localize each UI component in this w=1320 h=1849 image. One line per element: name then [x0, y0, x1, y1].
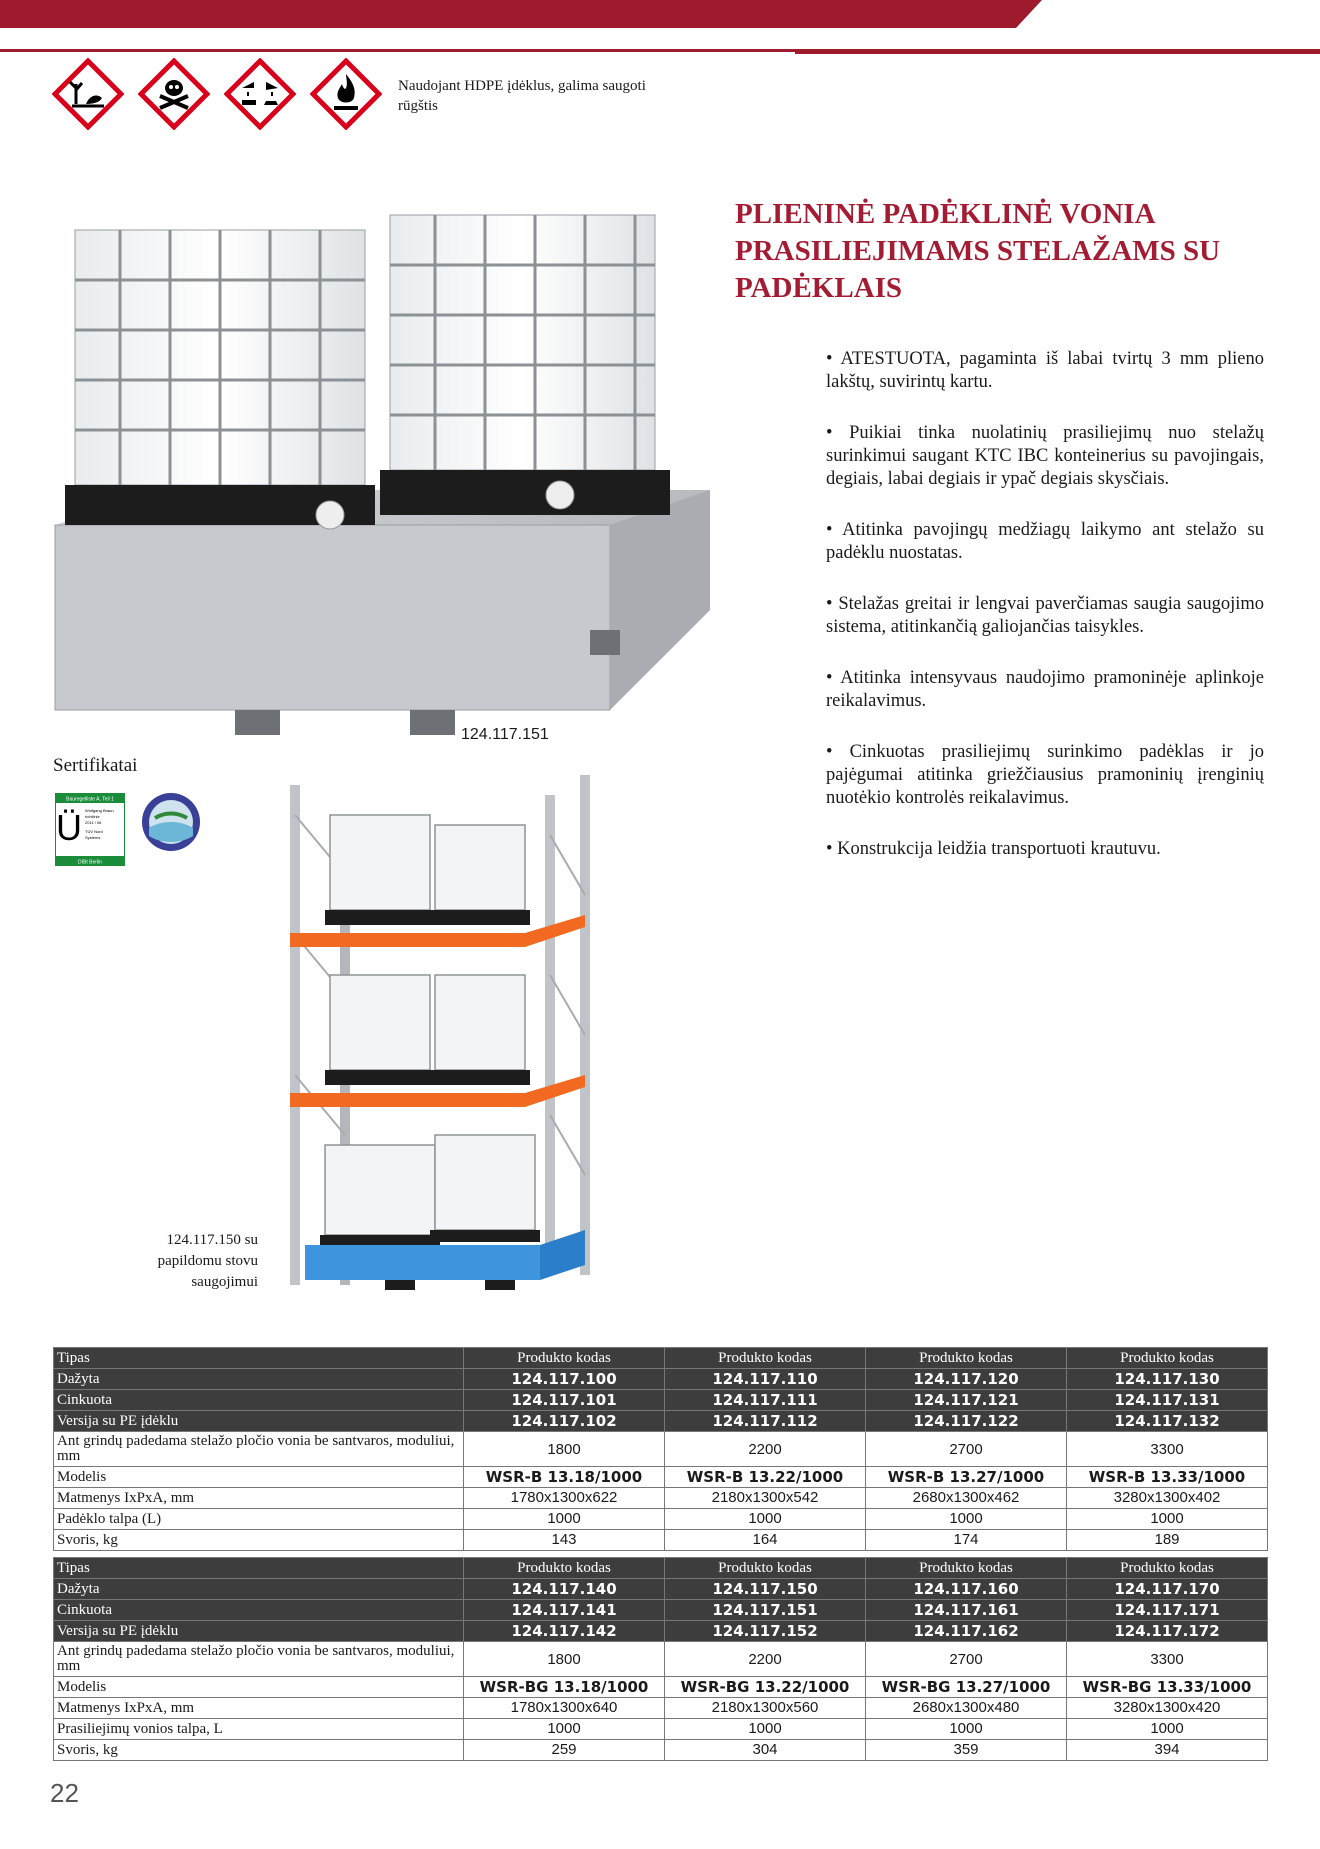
table-cell: 1000	[866, 1509, 1067, 1530]
table-row	[54, 1390, 1268, 1411]
table-cell: Produkto kodas	[866, 1558, 1067, 1579]
table-cell: WSR-B 13.22/1000	[665, 1467, 866, 1488]
table-cell: 2680x1300x462	[866, 1488, 1067, 1509]
product-title: PLIENINĖ PADĖKLINĖ VONIA PRASILIEJIMAMS STELAŽAMS SU PADĖKLAIS	[735, 198, 1221, 304]
table-cell: 124.117.172	[1067, 1621, 1268, 1642]
toxic-skull-icon	[138, 58, 210, 130]
table-cell: 3280x1300x420	[1067, 1698, 1268, 1719]
table-cell: WSR-B 13.27/1000	[866, 1467, 1067, 1488]
table-cell: 124.117.112	[665, 1411, 866, 1432]
table-cell: Produkto kodas	[1067, 1558, 1268, 1579]
feature-item: • Atitinka intensyvaus naudojimo pramoninėje aplinkoje reikalavimus.	[826, 668, 1264, 711]
table-cell: WSR-B 13.33/1000	[1067, 1467, 1268, 1488]
table-row	[54, 1348, 1268, 1369]
page-number: 22	[50, 1778, 79, 1808]
table-cell: 1000	[1067, 1719, 1268, 1740]
table-cell: 124.117.161	[866, 1600, 1067, 1621]
rack-caption: 124.117.150 su papildomu stovu saugojimui	[157, 1232, 258, 1290]
row-label: Dažyta	[54, 1369, 464, 1390]
table-cell: 1800	[464, 1642, 665, 1677]
table-cell: Produkto kodas	[464, 1348, 665, 1369]
cert-header-text: Bauregelliste A, Teil 1	[66, 796, 114, 803]
table-row	[54, 1677, 1268, 1698]
row-label: Tipas	[54, 1348, 464, 1369]
table-cell: Produkto kodas	[665, 1348, 866, 1369]
spill-tray-ibc-image	[50, 190, 710, 740]
table-cell: 124.117.111	[665, 1390, 866, 1411]
table-cell: 1000	[1067, 1509, 1268, 1530]
row-label: Svoris, kg	[54, 1530, 464, 1551]
table-cell: 124.117.102	[464, 1411, 665, 1432]
table-cell: 1780x1300x640	[464, 1698, 665, 1719]
table-row	[54, 1740, 1268, 1761]
flammable-icon	[310, 58, 382, 130]
row-label: Versija su PE įdėklu	[54, 1621, 464, 1642]
table-cell: 359	[866, 1740, 1067, 1761]
table-cell: WSR-BG 13.22/1000	[665, 1677, 866, 1698]
row-label: Dažyta	[54, 1579, 464, 1600]
feature-item: • ATESTUOTA, pagaminta iš labai tvirtų 3 mm plieno lakštų, suvirintų kartu.	[826, 349, 1264, 392]
table-cell: 124.117.162	[866, 1621, 1067, 1642]
table-cell: 124.117.131	[1067, 1390, 1268, 1411]
table-cell: Produkto kodas	[464, 1558, 665, 1579]
row-label: Tipas	[54, 1558, 464, 1579]
cert-ce-mark: Ü	[56, 807, 82, 848]
table-row	[54, 1698, 1268, 1719]
table-row	[54, 1488, 1268, 1509]
table-cell: 124.117.100	[464, 1369, 665, 1390]
certification-mark-logo	[55, 793, 125, 866]
feature-list	[826, 348, 1264, 889]
table-row	[54, 1642, 1268, 1677]
hazard-pictograms	[52, 58, 382, 130]
table-row	[54, 1621, 1268, 1642]
feature-item: • Puikiai tinka nuolatinių prasiliejimų nuo stelažų surinkimui saugant KTC IBC konteinerius su pavojingais, degiais, labai degiais ir ypač degiais skysčiais.	[826, 423, 1264, 489]
table-cell: 124.117.151	[665, 1600, 866, 1621]
row-label: Matmenys IxPxA, mm	[54, 1488, 464, 1509]
table-cell: 2700	[866, 1432, 1067, 1467]
table-row	[54, 1579, 1268, 1600]
table-cell: 2200	[665, 1642, 866, 1677]
cert-line3: 2011 / 06	[85, 820, 102, 825]
spec-table-wsr-bg	[53, 1557, 1268, 1761]
table-cell: 2180x1300x560	[665, 1698, 866, 1719]
header-rule-thick	[795, 49, 1320, 54]
table-row	[54, 1719, 1268, 1740]
spec-table-wsr-b	[53, 1347, 1268, 1551]
pallet-rack-ibc-image	[285, 775, 595, 1295]
table-cell: 1000	[464, 1719, 665, 1740]
table-cell: 2200	[665, 1432, 866, 1467]
table-cell: 2180x1300x542	[665, 1488, 866, 1509]
table-cell: 1000	[866, 1719, 1067, 1740]
table-cell: 174	[866, 1530, 1067, 1551]
hazard-note: Naudojant HDPE įdėklus, galima saugoti rūgštis	[398, 78, 646, 114]
table-cell: 124.117.140	[464, 1579, 665, 1600]
cert-line5: Systems	[85, 835, 101, 840]
table-cell: WSR-BG 13.33/1000	[1067, 1677, 1268, 1698]
table-cell: WSR-BG 13.18/1000	[464, 1677, 665, 1698]
row-label: Svoris, kg	[54, 1740, 464, 1761]
row-label: Versija su PE įdėklu	[54, 1411, 464, 1432]
row-label: Cinkuota	[54, 1390, 464, 1411]
row-label: Ant grindų padedama stelažo pločio vonia be santvaros, moduliui, mm	[54, 1642, 464, 1677]
table-cell: 1000	[665, 1509, 866, 1530]
table-cell: 124.117.171	[1067, 1600, 1268, 1621]
table-cell: 124.117.121	[866, 1390, 1067, 1411]
table-cell: 124.117.152	[665, 1621, 866, 1642]
table-row	[54, 1411, 1268, 1432]
feature-item: • Stelažas greitai ir lengvai paverčiamas saugia saugojimo sistema, atitinkančią galiojančias taisykles.	[826, 594, 1264, 637]
cert-line2: richtlinie	[85, 814, 100, 819]
table-cell: 124.117.110	[665, 1369, 866, 1390]
table-cell: 3300	[1067, 1642, 1268, 1677]
table-cell: 143	[464, 1530, 665, 1551]
environment-hazard-icon	[52, 58, 124, 130]
table-cell: 124.117.122	[866, 1411, 1067, 1432]
table-cell: 124.117.150	[665, 1579, 866, 1600]
certificates-label: Sertifikatai	[53, 755, 138, 776]
cert-line4: TÜV Nord	[85, 829, 103, 834]
row-label: Padėklo talpa (L)	[54, 1509, 464, 1530]
table-cell: 1000	[665, 1719, 866, 1740]
row-label: Modelis	[54, 1677, 464, 1698]
round-certification-seal	[141, 792, 201, 852]
table-row	[54, 1600, 1268, 1621]
table-cell: 1000	[464, 1509, 665, 1530]
main-image-code: 124.117.151	[461, 726, 549, 743]
table-cell: 164	[665, 1530, 866, 1551]
table-row	[54, 1558, 1268, 1579]
table-cell: 259	[464, 1740, 665, 1761]
feature-item: • Atitinka pavojingų medžiagų laikymo ant stelažo su padėklu nuostatas.	[826, 520, 1264, 563]
table-row	[54, 1467, 1268, 1488]
table-cell: WSR-BG 13.27/1000	[866, 1677, 1067, 1698]
table-cell: 189	[1067, 1530, 1268, 1551]
row-label: Modelis	[54, 1467, 464, 1488]
table-cell: 124.117.160	[866, 1579, 1067, 1600]
feature-item: • Cinkuotas prasiliejimų surinkimo padėklas ir jo pajėgumai atitinka griežčiausius pramoninių įrenginių nuotėkio kontrolės reikalavimus.	[826, 742, 1264, 808]
cert-footer-text: DIBt Berlin	[78, 859, 102, 866]
header-band	[0, 0, 1042, 28]
table-cell: 394	[1067, 1740, 1268, 1761]
table-cell: 124.117.141	[464, 1600, 665, 1621]
table-cell: 124.117.120	[866, 1369, 1067, 1390]
table-cell: 124.117.130	[1067, 1369, 1268, 1390]
table-cell: 3280x1300x402	[1067, 1488, 1268, 1509]
table-cell: WSR-B 13.18/1000	[464, 1467, 665, 1488]
row-label: Prasiliejimų vonios talpa, L	[54, 1719, 464, 1740]
table-row	[54, 1509, 1268, 1530]
row-label: Matmenys IxPxA, mm	[54, 1698, 464, 1719]
table-cell: 124.117.132	[1067, 1411, 1268, 1432]
table-row	[54, 1369, 1268, 1390]
table-cell: 304	[665, 1740, 866, 1761]
table-cell: Produkto kodas	[866, 1348, 1067, 1369]
table-cell: 124.117.142	[464, 1621, 665, 1642]
table-cell: 3300	[1067, 1432, 1268, 1467]
table-cell: Produkto kodas	[665, 1558, 866, 1579]
table-cell: 2680x1300x480	[866, 1698, 1067, 1719]
table-cell: Produkto kodas	[1067, 1348, 1268, 1369]
table-row	[54, 1432, 1268, 1467]
corrosive-icon	[224, 58, 296, 130]
table-cell: 1780x1300x622	[464, 1488, 665, 1509]
row-label: Cinkuota	[54, 1600, 464, 1621]
table-row	[54, 1530, 1268, 1551]
table-cell: 124.117.170	[1067, 1579, 1268, 1600]
table-cell: 124.117.101	[464, 1390, 665, 1411]
table-cell: 1800	[464, 1432, 665, 1467]
table-cell: 2700	[866, 1642, 1067, 1677]
cert-line1: Wolfgang Braun	[85, 808, 114, 813]
feature-item: • Konstrukcija leidžia transportuoti krautuvu.	[826, 839, 1161, 859]
row-label: Ant grindų padedama stelažo pločio vonia be santvaros, moduliui, mm	[54, 1432, 464, 1467]
